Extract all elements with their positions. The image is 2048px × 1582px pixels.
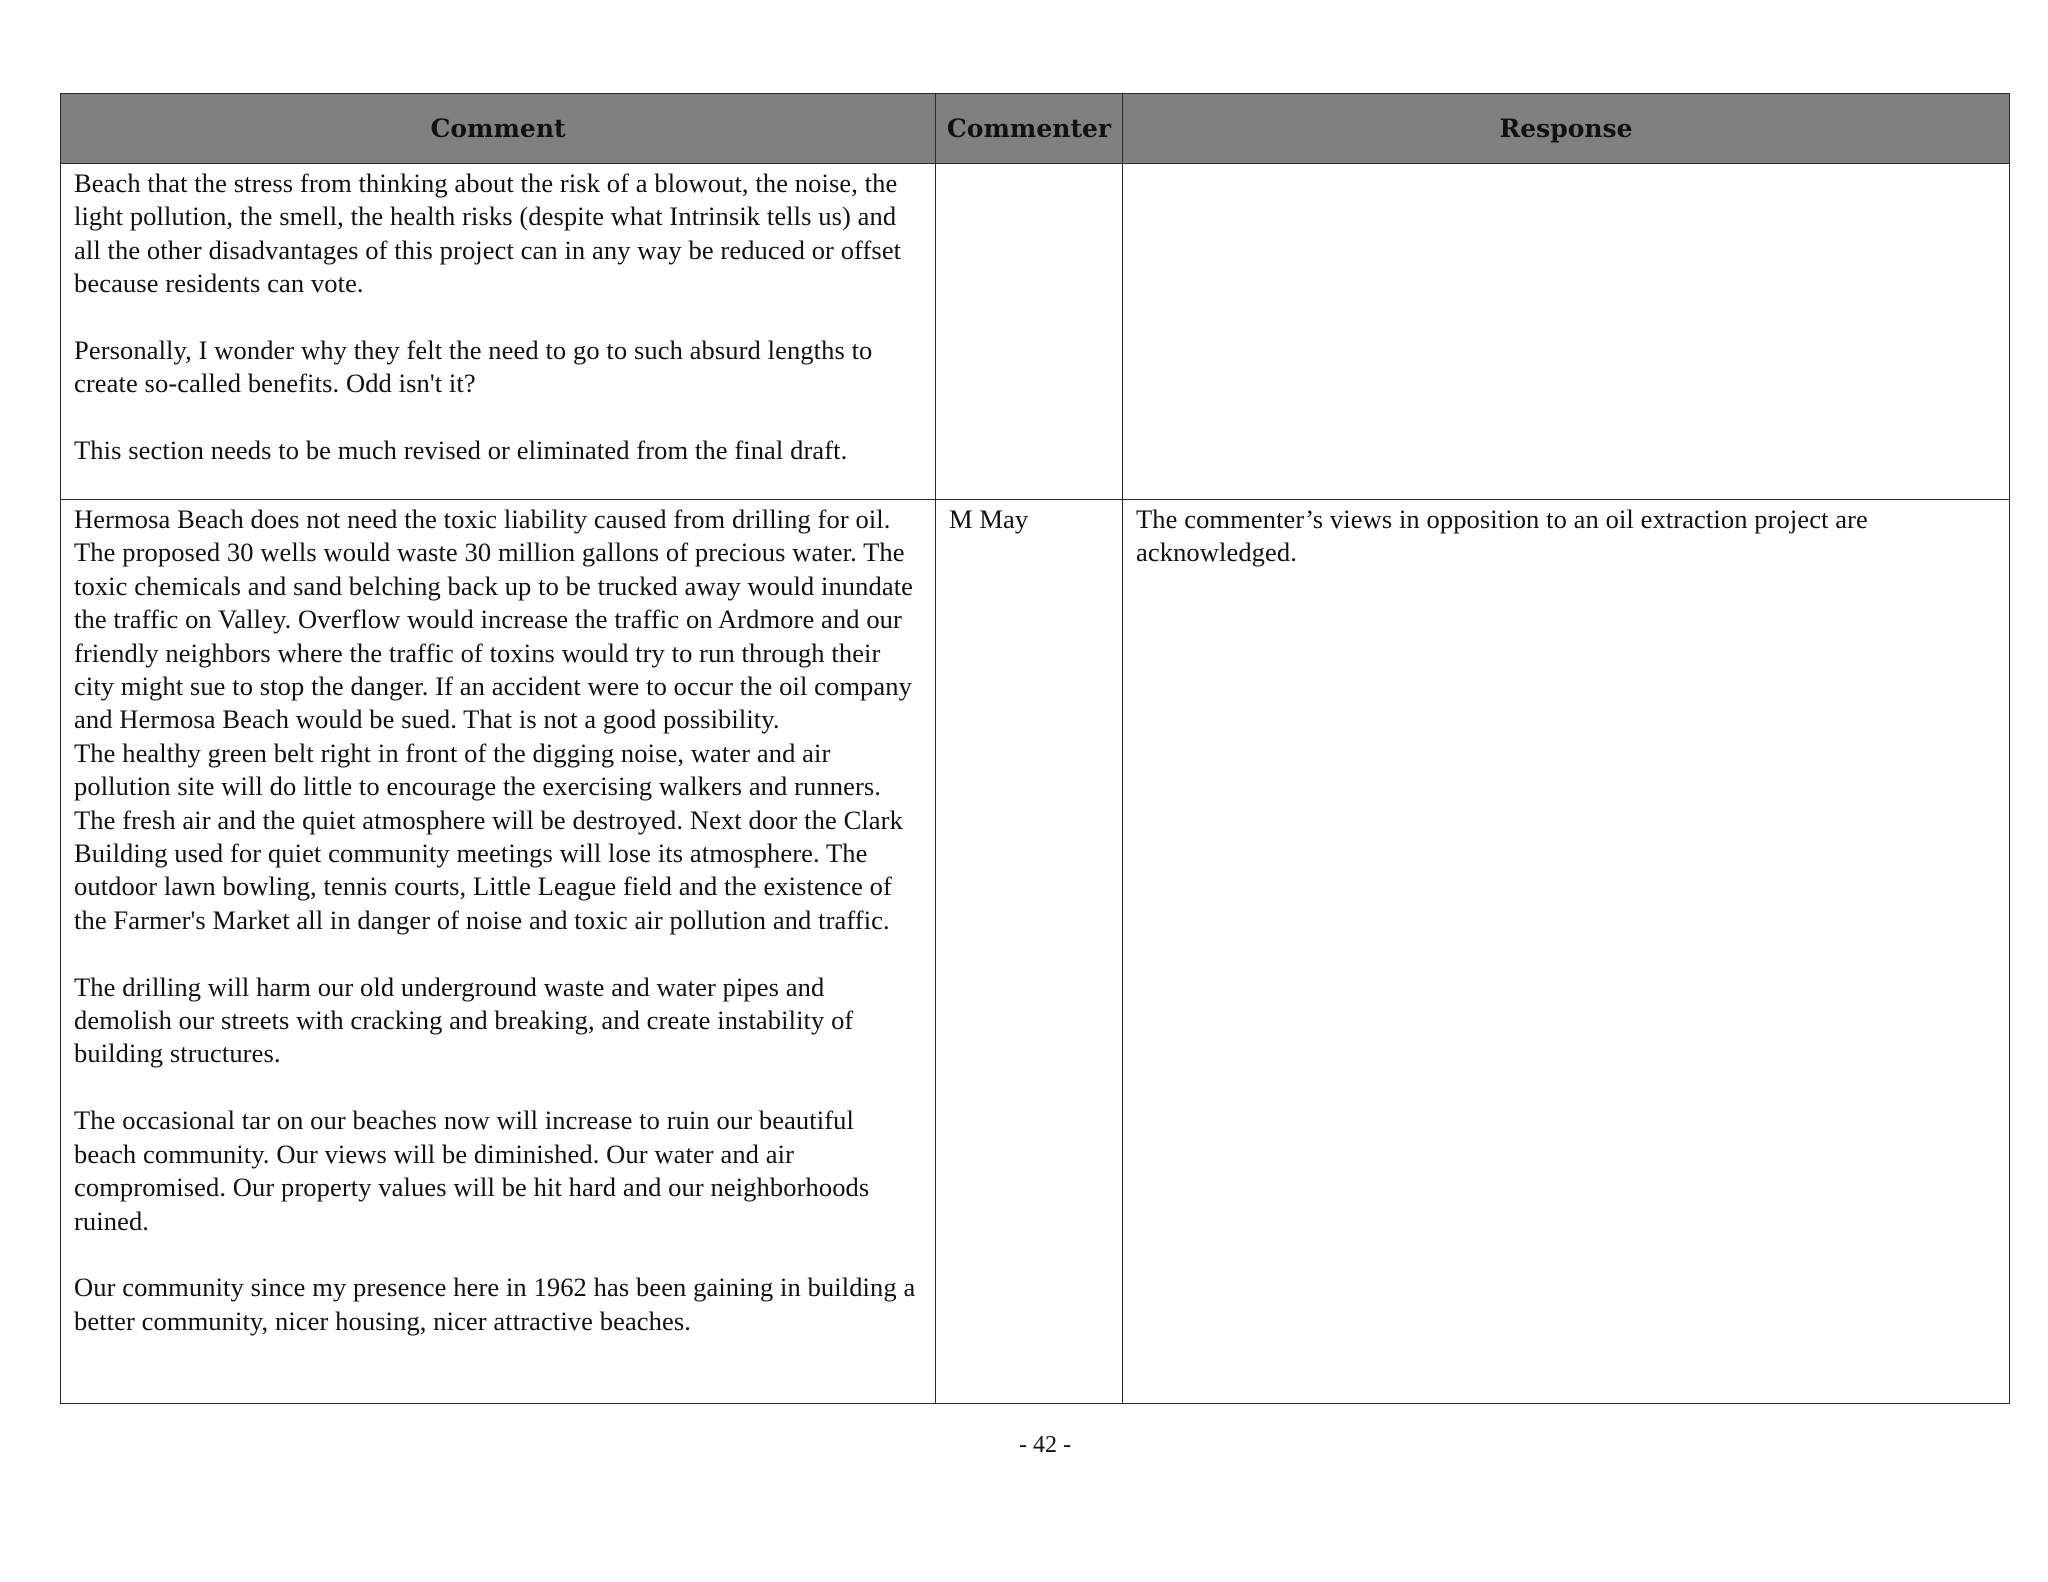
page-number: - 42 -	[1019, 1432, 1071, 1458]
response-cell: The commenter’s views in opposition to an oil extraction project are acknowledged.	[1123, 500, 2010, 1404]
commenter-cell: M May	[936, 500, 1123, 1404]
table-header-row	[61, 94, 2010, 164]
header-response: Response	[1123, 94, 2010, 164]
comment-paragraph: The drilling will harm our old underground waste and water pipes and demolish our streets with cracking and breaking, and create instability of building structures.	[74, 971, 854, 1069]
commenter-cell	[936, 164, 1123, 500]
comment-cell	[61, 164, 936, 500]
response-cell	[1123, 164, 2010, 500]
comment-response-table	[60, 93, 2010, 1404]
header-commenter: Commenter	[936, 94, 1123, 164]
table-row	[61, 500, 2010, 1404]
comment-paragraph: The healthy green belt right in front of the digging noise, water and air pollution site will do little to encourage the exercising walkers and runners. The fresh air and the quiet atmosphere will be destroyed. Next door the Clark Building used for quiet community meetings will lose its atmosphere. The outdoor lawn bowling, tennis courts, Little League field and the existence of the Farmer's Market all in danger of noise and toxic air pollution and traffic.	[74, 737, 903, 935]
table-row	[61, 164, 2010, 500]
comment-paragraph: Hermosa Beach does not need the toxic liability caused from drilling for oil. The proposed 30 wells would waste 30 million gallons of precious water. The toxic chemicals and sand belching back up to be trucked away would inundate the traffic on Valley. Overflow would increase the traffic on Ardmore and our friendly neighbors where the traffic of toxins would try to run through their city might sue to stop the danger. If an accident were to occur the oil company and Hermosa Beach would be sued. That is not a good possibility.	[74, 504, 914, 735]
comment-paragraph: Beach that the stress from thinking about the risk of a blowout, the noise, the light pollution, the smell, the health risks (despite what Intrinsik tells us) and all the other disadvantages of this project can in any way be reduced or offset because residents can vote.	[74, 168, 902, 299]
comment-paragraph: The occasional tar on our beaches now will increase to ruin our beautiful beach community. Our views will be diminished. Our water and air compromised. Our property values will be hit hard and our neighborhoods ruined.	[74, 1105, 870, 1236]
comment-paragraph: This section needs to be much revised or eliminated from the final draft.	[74, 435, 848, 466]
comment-paragraph: Our community since my presence here in 1962 has been gaining in building a better community, nicer housing, nicer attractive beaches.	[74, 1272, 916, 1336]
comment-paragraph: Personally, I wonder why they felt the need to go to such absurd lengths to create so-called benefits. Odd isn't it?	[74, 335, 873, 399]
comment-cell	[61, 500, 936, 1404]
header-comment: Comment	[61, 94, 936, 164]
